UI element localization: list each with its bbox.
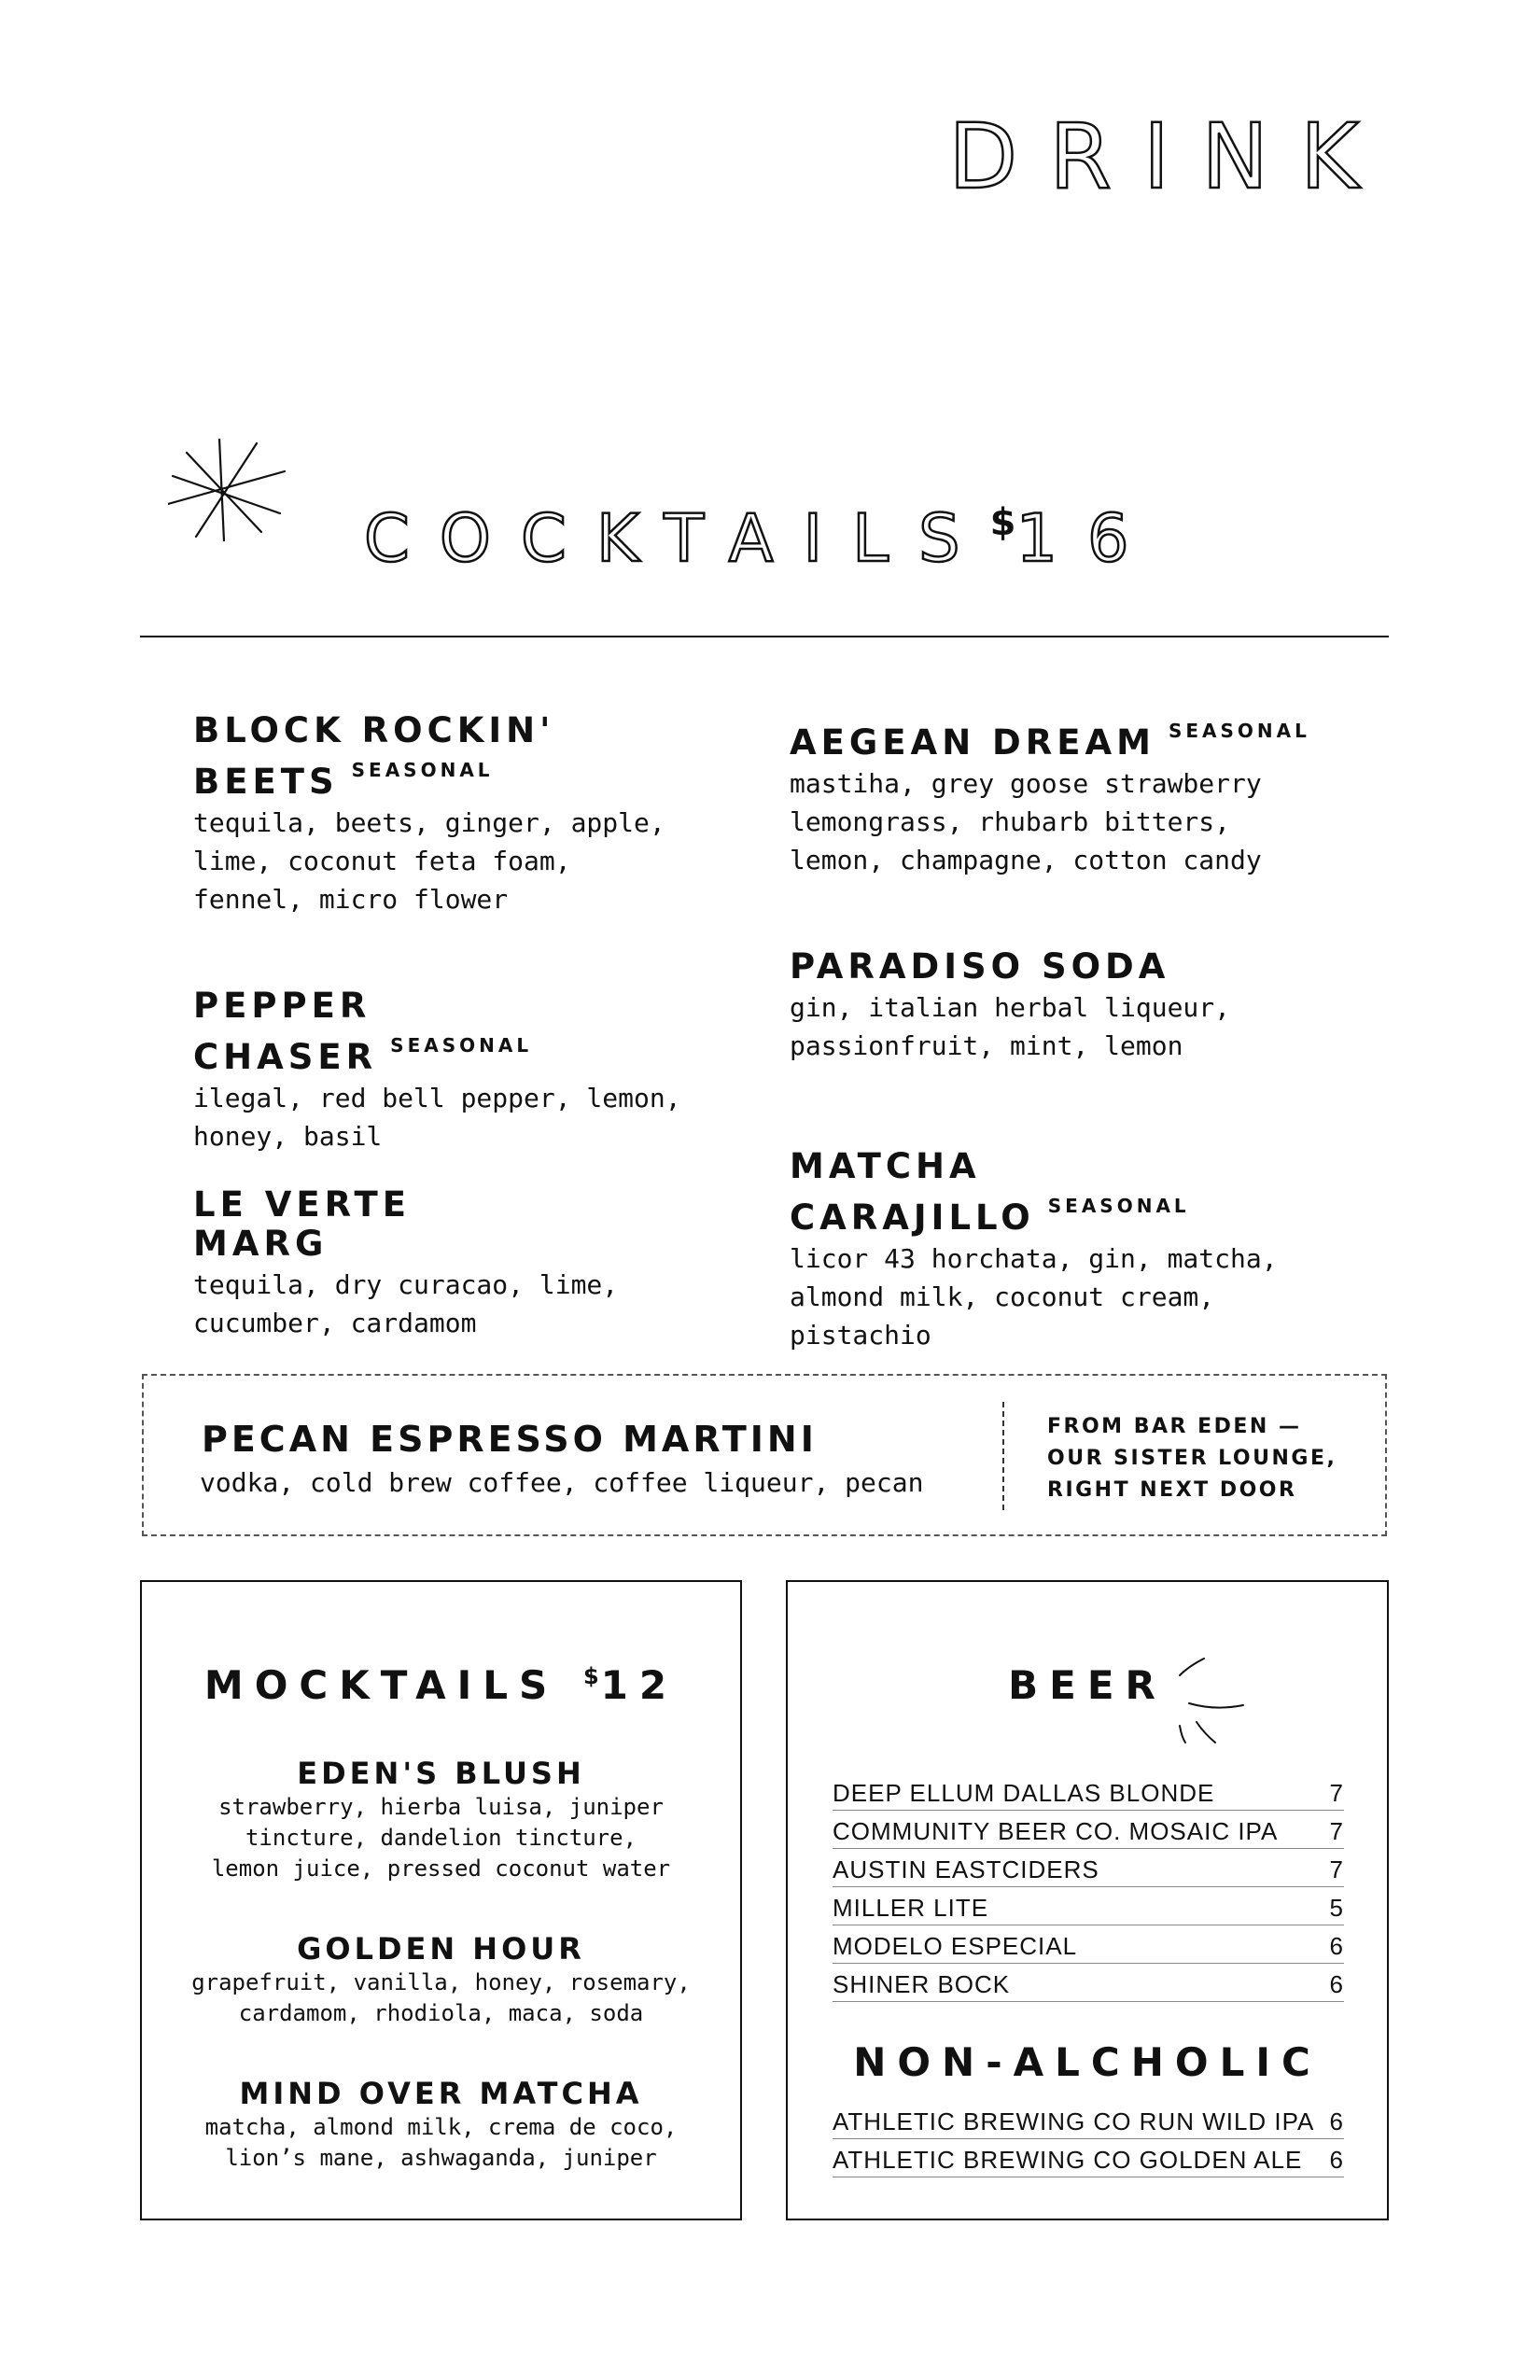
beer-row (833, 1811, 1344, 1849)
seasonal-tag: SEASONAL (1047, 1195, 1190, 1217)
beer-price: 6 (1329, 1970, 1344, 1998)
mocktail-name: EDEN'S BLUSH (297, 1756, 585, 1791)
cocktail-name: PARADISO SODA (790, 946, 1170, 987)
cocktail-description: mastiha, grey goose strawberry lemongrass, rhubarb bitters, lemon, champagne, cotton candy (790, 768, 1262, 875)
seasonal-tag: SEASONAL (351, 759, 494, 781)
non-alcoholic-row (833, 2101, 1344, 2139)
cocktails-price: 16 (1015, 500, 1159, 577)
beer-name: MILLER LITE (833, 1894, 989, 1922)
beer-price: 5 (1329, 1894, 1344, 1922)
cocktail-item (790, 1147, 1350, 1354)
beer-row (833, 1772, 1344, 1811)
mocktail-description: strawberry, hierba luisa, juniper tincture, dandelion tincture, lemon juice, pressed coconut water (211, 1794, 671, 1882)
sparkle-icon (1178, 1653, 1253, 1746)
seasonal-tag: SEASONAL (390, 1034, 533, 1057)
mocktails-price-symbol: $ (582, 1663, 601, 1689)
non-alcoholic-heading: NON-ALCHOLIC (853, 2039, 1322, 2085)
cocktail-item (193, 711, 716, 918)
non-alcoholic-row (833, 2139, 1344, 2177)
mocktails-heading: MOCKTAILS $12 (203, 1662, 679, 1708)
beer-row (833, 1849, 1344, 1887)
featured-cocktail-description: vodka, cold brew coffee, coffee liqueur, pecan (200, 1467, 924, 1498)
mocktails-price: 12 (600, 1662, 679, 1708)
beer-price: 7 (1329, 1855, 1344, 1883)
cocktails-price-symbol: $ (989, 501, 1016, 544)
beer-price: 6 (1329, 1932, 1344, 1960)
beer-panel (786, 1580, 1389, 2220)
mocktail-name: GOLDEN HOUR (297, 1931, 585, 1967)
cocktail-name: PEPPER CHASER $^{SEASONAL}$ (193, 986, 533, 1077)
non-alcoholic-price: 6 (1329, 2146, 1344, 2174)
featured-cocktail-box (142, 1374, 1387, 1536)
cocktail-item (790, 711, 1350, 879)
cocktail-name: LE VERTE MARG (193, 1184, 411, 1264)
non-alcoholic-list (833, 2101, 1344, 2177)
mocktail-name: MIND OVER MATCHA (239, 2076, 643, 2111)
mocktail-description: grapefruit, vanilla, honey, rosemary, cardamom, rhodiola, maca, soda (191, 1969, 691, 2026)
beer-row (833, 1925, 1344, 1964)
cocktail-item (193, 987, 716, 1155)
mocktail-item (142, 1930, 740, 2029)
beer-row (833, 1887, 1344, 1925)
seasonal-tag: SEASONAL (1168, 720, 1310, 742)
cocktail-description: tequila, beets, ginger, apple, lime, coconut feta foam, fennel, micro flower (193, 807, 665, 915)
mocktail-item (142, 2075, 740, 2174)
asterisk-icon (168, 439, 289, 541)
feature-divider (1002, 1402, 1004, 1510)
beer-price: 7 (1329, 1817, 1344, 1845)
page-title: DRINK (948, 105, 1391, 209)
beer-name: DEEP ELLUM DALLAS BLONDE (833, 1779, 1215, 1807)
mocktails-panel (140, 1580, 742, 2220)
featured-note: FROM BAR EDEN — OUR SISTER LOUNGE, RIGHT NEXT DOOR (1047, 1415, 1337, 1502)
cocktail-description: gin, italian herbal liqueur, passionfruit, mint, lemon (790, 992, 1231, 1061)
mocktail-description: matcha, almond milk, crema de coco, lion’s mane, ashwaganda, juniper (204, 2114, 678, 2171)
mocktail-item (142, 1755, 740, 1884)
beer-price: 7 (1329, 1779, 1344, 1807)
beer-list (833, 1772, 1344, 2002)
featured-cocktail-name: PECAN ESPRESSO MARTINI (202, 1419, 818, 1460)
cocktail-description: licor 43 horchata, gin, matcha, almond milk, coconut cream, pistachio (790, 1243, 1278, 1351)
cocktails-heading (364, 500, 1159, 577)
beer-name: SHINER BOCK (833, 1970, 1011, 1998)
non-alcoholic-price: 6 (1329, 2107, 1344, 2135)
cocktail-description: ilegal, red bell pepper, lemon, honey, basil (193, 1083, 681, 1152)
cocktail-item (193, 1185, 716, 1342)
cocktails-title-text: COCKTAILS (364, 500, 990, 577)
cocktail-name: MATCHA CARAJILLO $^{SEASONAL}$ (790, 1146, 1190, 1238)
cocktail-name: BLOCK ROCKIN' BEETS $^{SEASONAL}$ (193, 710, 555, 802)
non-alcoholic-name: ATHLETIC BREWING CO RUN WILD IPA (833, 2107, 1315, 2135)
cocktail-description: tequila, dry curacao, lime, cucumber, cardamom (193, 1269, 619, 1338)
beer-heading: BEER (1008, 1662, 1167, 1708)
section-divider (140, 636, 1389, 637)
beer-name: AUSTIN EASTCIDERS (833, 1855, 1099, 1883)
beer-row (833, 1964, 1344, 2002)
cocktail-item (790, 947, 1350, 1065)
non-alcoholic-name: ATHLETIC BREWING CO GOLDEN ALE (833, 2146, 1303, 2174)
cocktail-name: AEGEAN DREAM $^{SEASONAL}$ (790, 720, 1310, 763)
beer-name: COMMUNITY BEER CO. MOSAIC IPA (833, 1817, 1279, 1845)
beer-name: MODELO ESPECIAL (833, 1932, 1078, 1960)
